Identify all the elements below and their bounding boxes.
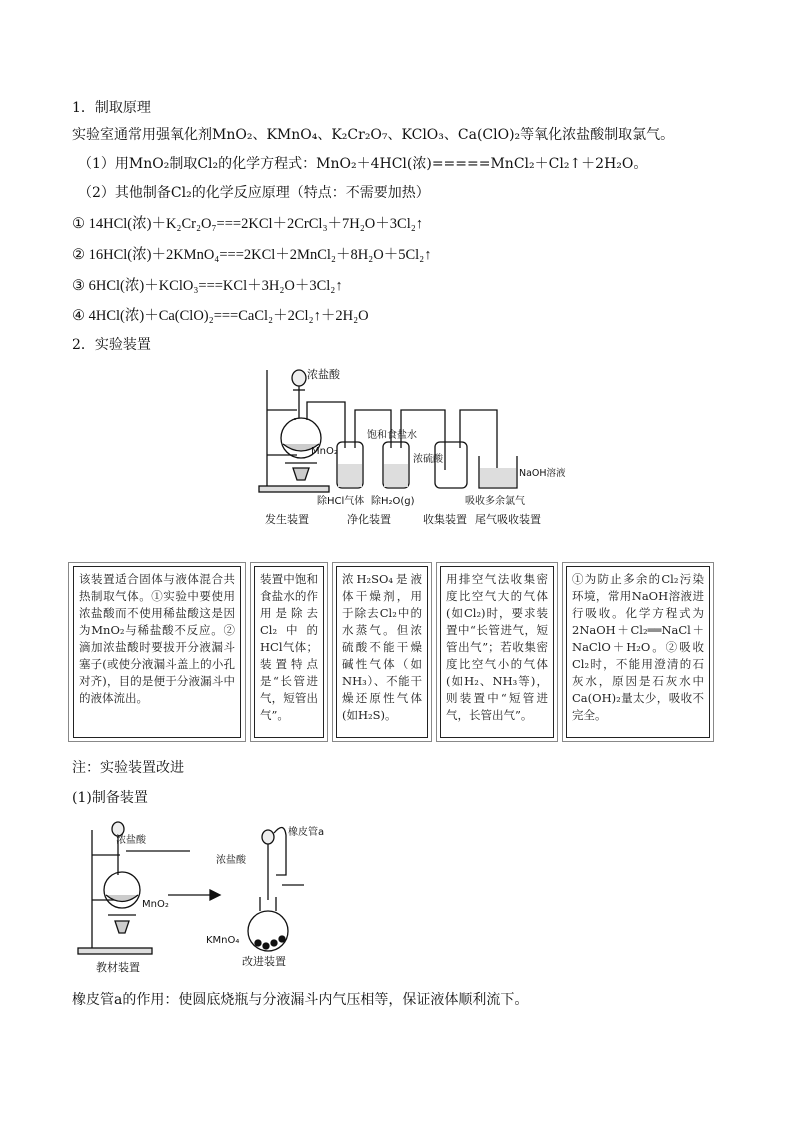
conclusion: 橡皮管a的作用：使圆底烧瓶与分液漏斗内气压相等，保证液体顺利流下。 — [72, 992, 529, 1008]
section-2-title: 2．实验装置 — [72, 337, 151, 353]
label-h2so4: 浓硫酸 — [413, 454, 443, 465]
old-label-mno2: MnO₂ — [142, 899, 169, 910]
label-naoh: NaOH溶液 — [519, 468, 566, 479]
label-hcl: 浓盐酸 — [307, 368, 340, 381]
new-caption: 改进装置 — [242, 955, 286, 968]
apparatus-diagram — [255, 360, 566, 530]
caption-h2o: 除H₂O(g) — [371, 496, 415, 507]
equation-4: ④ 4HCl(浓)＋Ca(ClO)₂===CaCl₂＋2Cl₂↑＋2H₂O — [72, 308, 369, 324]
equation-1: ① 14HCl(浓)＋K₂Cr₂O₇===2KCl＋2CrCl₃＋7H₂O＋3Cl₂↑ — [72, 216, 424, 232]
principle-2: （2）其他制备Cl₂的化学反应原理（特点：不需要加热） — [78, 185, 430, 201]
principle-1: （1）用MnO₂制取Cl₂的化学方程式：MnO₂＋4HCl(浓)=====MnCl₂＋Cl₂↑＋2H₂O。 — [78, 156, 648, 172]
explanation-box-tail-gas: ①为防止多余的Cl₂污染环境，常用NaOH溶液进行吸收。化学方程式为2NaOH＋Cl₂══NaCl＋NaClO＋H₂O。②吸收Cl₂时，不能用澄清的石灰水，原因是石灰水中Ca(OH)₂量太少，吸收不完全。 — [566, 566, 710, 738]
equation-3: ③ 6HCl(浓)＋KClO₃===KCl＋3H₂O＋3Cl₂↑ — [72, 278, 343, 294]
label-brine: 饱和食盐水 — [367, 430, 417, 441]
new-label-hcl: 浓盐酸 — [216, 855, 246, 866]
label-mno2: MnO₂ — [311, 446, 338, 457]
explanation-box-brine: 装置中饱和食盐水的作用是除去Cl₂中的HCl气体；装置特点是“长管进气，短管出气”。 — [254, 566, 324, 738]
caption-hcl: 除HCl气体 — [317, 496, 365, 507]
old-caption: 教材装置 — [96, 961, 140, 974]
stage-purification: 净化装置 — [347, 513, 391, 526]
explanation-box-collection: 用排空气法收集密度比空气大的气体(如Cl₂)时，要求装置中“长管进气，短管出气”；若收集密度比空气小的气体(如H₂、NH₃等)，则装置中“短管进气，长管出气”。 — [440, 566, 554, 738]
stage-generation: 发生装置 — [265, 513, 309, 526]
intro-paragraph: 实验室通常用强氧化剂MnO₂、KMnO₄、K₂Cr₂O₇、KClO₃、Ca(ClO)₂等氧化浓盐酸制取氯气。 — [72, 127, 675, 143]
explanation-box-sulfuric: 浓H₂SO₄是液体干燥剂，用于除去Cl₂中的水蒸气。但浓硫酸不能干燥碱性气体（如NH₃）、不能干燥还原性气体(如H₂S)。 — [336, 566, 428, 738]
kmno4-label: KMnO₄ — [206, 935, 240, 946]
section-1-title: 1．制取原理 — [72, 100, 151, 116]
improvement-diagram — [72, 815, 352, 975]
stage-collection: 收集装置 — [423, 513, 467, 526]
note-title: 注：实验装置改进 — [72, 760, 184, 776]
rubber-tube-label: 橡皮管a — [288, 827, 325, 838]
explanation-box-generation: 该装置适合固体与液体混合共热制取气体。①实验中要使用浓盐酸而不使用稀盐酸这是因为MnO₂与稀盐酸不反应。②滴加浓盐酸时要拔开分液漏斗塞子(或使分液漏斗盖上的小孔对齐)，目的是便于分液漏斗中的液体流出。 — [73, 566, 241, 738]
old-label-hcl: 浓盐酸 — [116, 835, 146, 846]
equation-2: ② 16HCl(浓)＋2KMnO₄===2KCl＋2MnCl₂＋8H₂O＋5Cl₂↑ — [72, 247, 432, 263]
caption-absorb: 吸收多余氯气 — [465, 496, 525, 507]
note-subtitle: (1)制备装置 — [72, 790, 148, 806]
stage-tail: 尾气吸收装置 — [475, 513, 541, 526]
